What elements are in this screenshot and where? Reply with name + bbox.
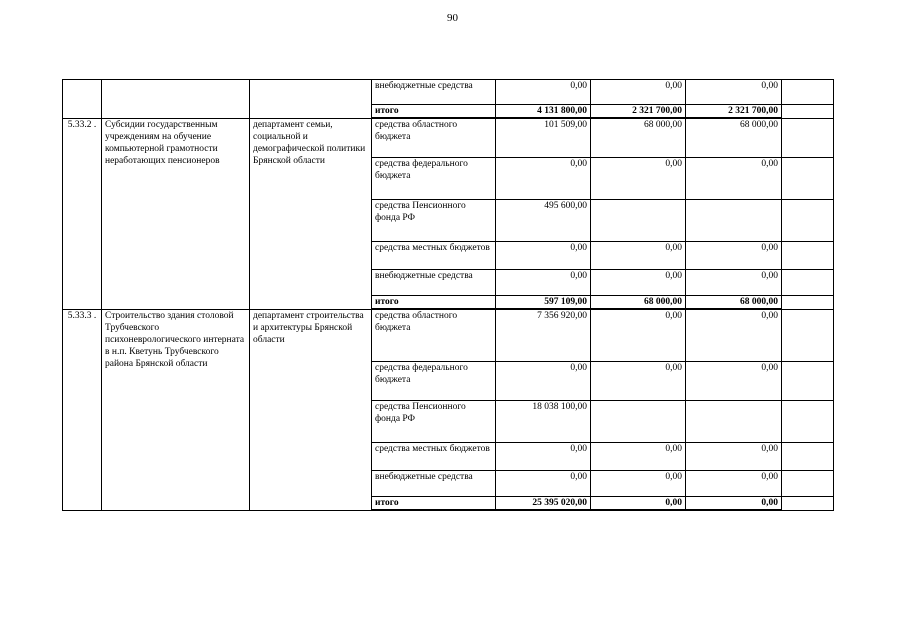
value-cell: 0,00 (496, 269, 591, 295)
value-cell: 0,00 (686, 157, 782, 199)
empty-cell (782, 442, 834, 470)
value-cell: 18 038 100,00 (496, 400, 591, 442)
executor-cell (250, 80, 372, 119)
source-cell: внебюджетные средства (372, 269, 496, 295)
total-label: итого (372, 295, 496, 309)
value-cell: 0,00 (591, 361, 686, 400)
value-cell: 68 000,00 (686, 118, 782, 157)
source-cell: средства областного бюджета (372, 118, 496, 157)
value-cell: 0,00 (686, 309, 782, 361)
value-cell: 101 509,00 (496, 118, 591, 157)
total-value: 25 395 020,00 (496, 496, 591, 510)
source-cell: средства местных бюджетов (372, 241, 496, 269)
empty-cell (782, 118, 834, 157)
total-value: 68 000,00 (591, 295, 686, 309)
value-cell (591, 400, 686, 442)
value-cell: 0,00 (591, 269, 686, 295)
value-cell: 0,00 (686, 361, 782, 400)
empty-cell (782, 309, 834, 361)
total-value: 2 321 700,00 (686, 105, 782, 119)
empty-cell (782, 199, 834, 241)
value-cell: 0,00 (591, 80, 686, 105)
value-cell: 0,00 (496, 241, 591, 269)
item-title: Субсидии государственным учреждениям на обучение компьютерной грамотности неработающих пенсионеров (102, 118, 250, 309)
source-cell: средства Пенсионного фонда РФ (372, 199, 496, 241)
source-cell: средства федерального бюджета (372, 361, 496, 400)
value-cell: 0,00 (591, 442, 686, 470)
empty-cell (782, 269, 834, 295)
empty-cell (782, 496, 834, 510)
value-cell: 0,00 (496, 157, 591, 199)
value-cell: 0,00 (496, 361, 591, 400)
value-cell: 0,00 (686, 241, 782, 269)
value-cell: 7 356 920,00 (496, 309, 591, 361)
code-cell (63, 80, 102, 119)
empty-cell (782, 361, 834, 400)
value-cell (686, 400, 782, 442)
total-value: 0,00 (591, 496, 686, 510)
item-executor: департамент семьи, социальной и демографической политики Брянской области (250, 118, 372, 309)
source-cell: средства областного бюджета (372, 309, 496, 361)
empty-cell (782, 241, 834, 269)
value-cell: 0,00 (686, 269, 782, 295)
title-cell (102, 80, 250, 119)
value-cell: 0,00 (591, 157, 686, 199)
total-label: итого (372, 496, 496, 510)
page-number: 90 (447, 12, 458, 24)
table-row (63, 80, 834, 105)
total-value: 4 131 800,00 (496, 105, 591, 119)
empty-cell (782, 470, 834, 496)
value-cell (591, 199, 686, 241)
empty-cell (782, 80, 834, 105)
empty-cell (782, 400, 834, 442)
value-cell: 495 600,00 (496, 199, 591, 241)
source-cell: внебюджетные средства (372, 470, 496, 496)
source-cell: средства Пенсионного фонда РФ (372, 400, 496, 442)
value-cell: 0,00 (591, 470, 686, 496)
source-cell: внебюджетные средства (372, 80, 496, 105)
value-cell: 0,00 (496, 442, 591, 470)
source-cell: средства федерального бюджета (372, 157, 496, 199)
total-label: итого (372, 105, 496, 119)
item-title: Строительство здания столовой Трубчевского психоневрологического интерната в н.п. Кветунь Трубчевского района Брянской области (102, 309, 250, 510)
value-cell: 0,00 (686, 80, 782, 105)
item-code: 5.33.3 . (63, 309, 102, 510)
empty-cell (782, 105, 834, 119)
budget-table (62, 79, 834, 511)
table-row (63, 309, 834, 361)
value-cell (686, 199, 782, 241)
empty-cell (782, 157, 834, 199)
total-value: 597 109,00 (496, 295, 591, 309)
value-cell: 0,00 (496, 80, 591, 105)
total-value: 0,00 (686, 496, 782, 510)
item-executor: департамент строительства и архитектуры Брянской области (250, 309, 372, 510)
value-cell: 68 000,00 (591, 118, 686, 157)
value-cell: 0,00 (591, 309, 686, 361)
value-cell: 0,00 (496, 470, 591, 496)
value-cell: 0,00 (591, 241, 686, 269)
total-value: 2 321 700,00 (591, 105, 686, 119)
value-cell: 0,00 (686, 442, 782, 470)
total-value: 68 000,00 (686, 295, 782, 309)
empty-cell (782, 295, 834, 309)
source-cell: средства местных бюджетов (372, 442, 496, 470)
value-cell: 0,00 (686, 470, 782, 496)
table-row (63, 118, 834, 157)
item-code: 5.33.2 . (63, 118, 102, 309)
